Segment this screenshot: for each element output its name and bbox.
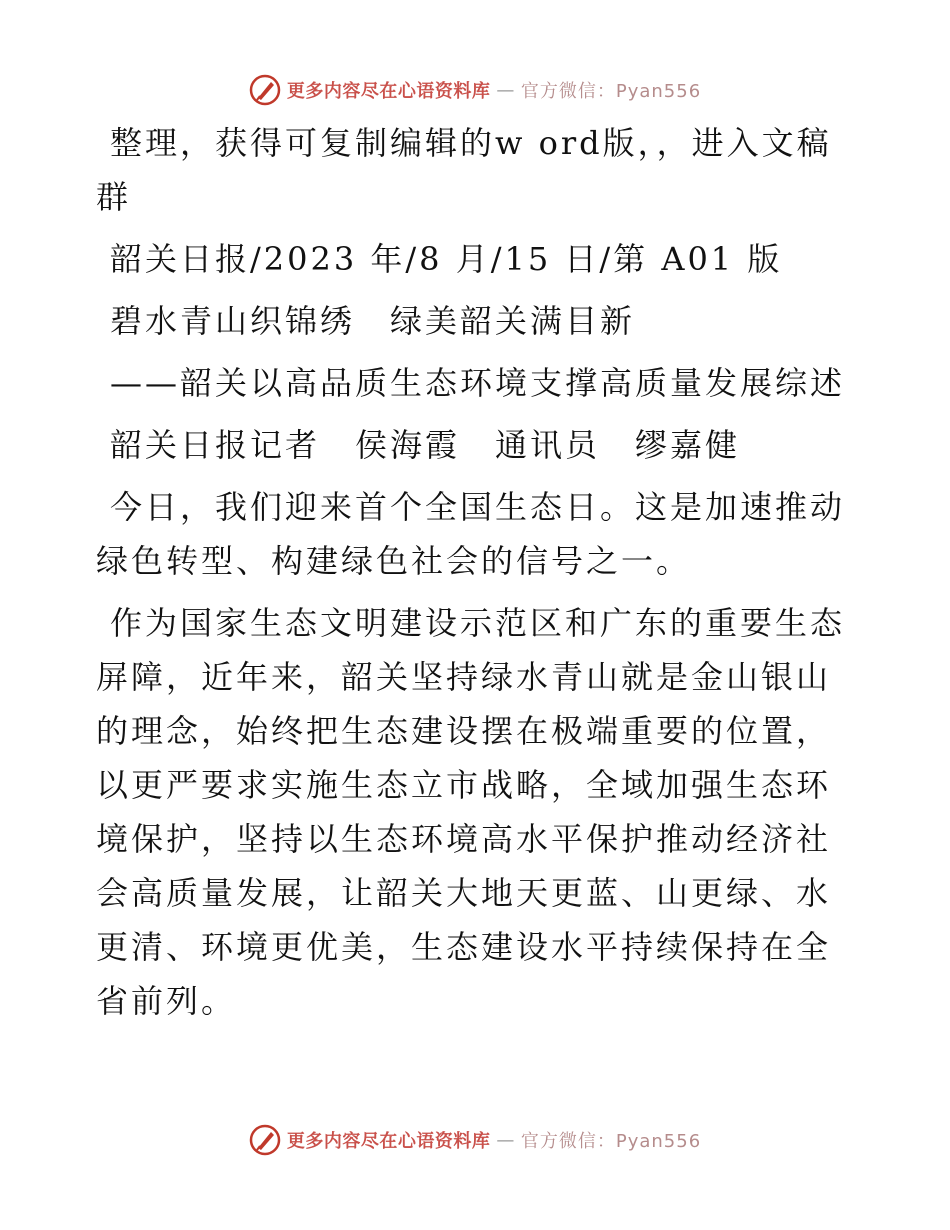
footer-banner (0, 1120, 950, 1160)
banner-separator: — (496, 79, 515, 101)
wechat-contact: 官方微信：Pyan556 (520, 81, 702, 102)
quill-pen-logo-icon (249, 74, 281, 106)
paragraph-body: 作为国家生态文明建设示范区和广东的重要生态屏障，近年来，韶关坚持绿水青山就是金山银山的理念，始终把生态建设摆在极端重要的位置，以更严要求实施生态立市战略，全域加强生态环境保护，坚持以生态环境高水平保护推动经济社会高质量发展，让韶关大地天更蓝、山更绿、水更清、环境更优美，生态建设水平持续保持在全省前列。 (96, 604, 846, 1020)
promo-text: 更多内容尽在心语资料库 (286, 1131, 491, 1152)
quill-pen-logo-icon (249, 1124, 281, 1156)
article-subtitle: ——韶关以高品质生态环境支撑高质量发展综述 (110, 364, 846, 402)
paragraph-lead: 今日，我们迎来首个全国生态日。这是加速推动绿色转型、构建绿色社会的信号之一。 (96, 488, 846, 580)
article-title: 碧水青山织锦绣 绿美韶关满目新 (110, 302, 636, 340)
wechat-contact: 官方微信：Pyan556 (520, 1131, 702, 1152)
header-banner (0, 70, 950, 110)
promo-text: 更多内容尽在心语资料库 (286, 81, 491, 102)
paragraph-intro-note: 整理，获得可复制编辑的w ord版，，进入文稿群 (96, 124, 832, 216)
document-body (96, 116, 856, 1036)
article-byline: 韶关日报记者 侯海霞 通讯员 缪嘉健 (110, 426, 741, 464)
paragraph-source-line: 韶关日报/2023 年/8 月/15 日/第 A01 版 (110, 240, 783, 278)
banner-separator: — (496, 1129, 515, 1151)
